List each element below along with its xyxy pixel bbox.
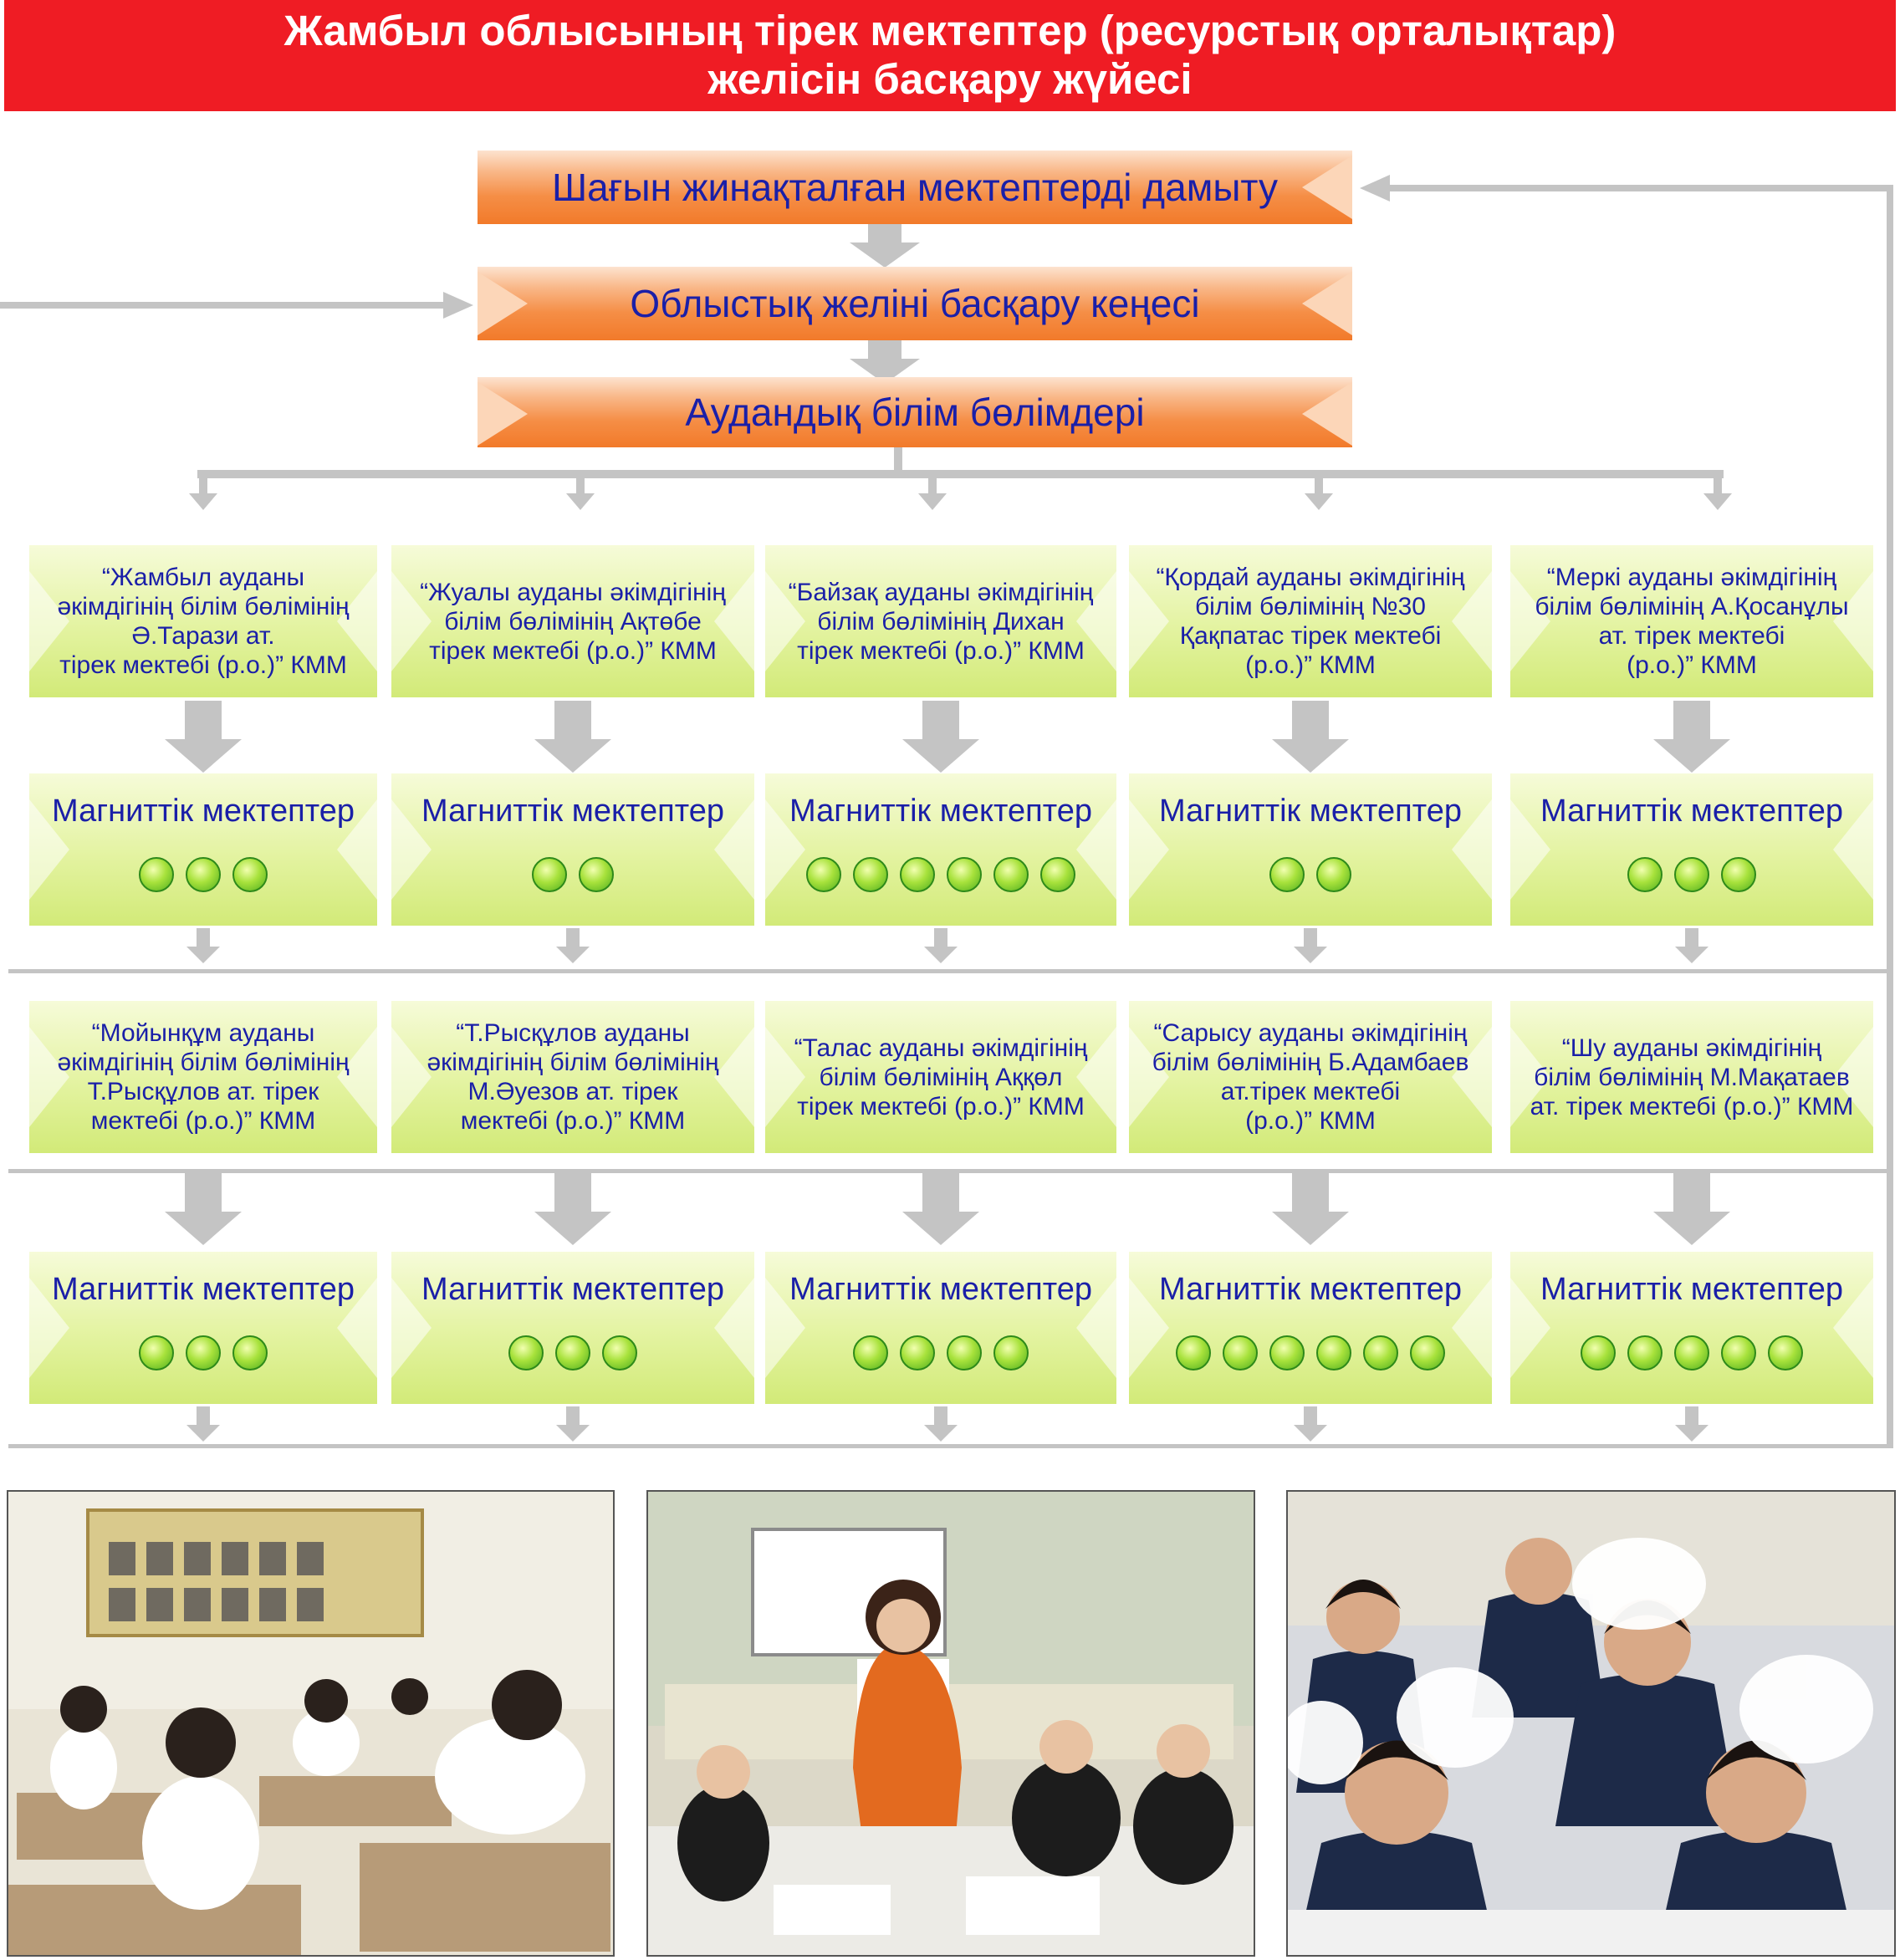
school-name — [794, 1034, 1088, 1121]
school-box-1-3 — [765, 545, 1116, 697]
magnet-label: Магниттік мектептер — [789, 794, 1092, 829]
arrow-magnet-down — [556, 928, 590, 963]
school-name-line: тірек мектебі (р.о.)” КММ — [797, 636, 1085, 665]
arrow-school-to-magnet — [902, 1173, 979, 1245]
school-name — [1530, 1034, 1854, 1121]
school-name-line: білім бөлімінің Аққөл — [819, 1063, 1063, 1091]
magnet-school-dot — [853, 857, 888, 892]
arrow-school-to-magnet — [1272, 1173, 1349, 1245]
magnet-school-dot — [1316, 857, 1351, 892]
school-name-line: білім бөлімінің №30 — [1195, 593, 1426, 620]
arrow-magnet-down — [186, 928, 220, 963]
level-box-3 — [478, 377, 1352, 447]
magnet-school-dot — [1721, 857, 1756, 892]
left-feedback-arrowhead — [443, 292, 473, 319]
young-pupils-photo — [1286, 1490, 1896, 1957]
school-name-line: М.Әуезов ат. тірек — [467, 1078, 678, 1105]
school-box-2-2 — [391, 1001, 754, 1153]
magnet-school-dot — [1269, 857, 1305, 892]
school-name-line: мектебі (р.о.)” КММ — [460, 1107, 686, 1135]
magnet-label: Магниттік мектептер — [1159, 794, 1462, 829]
magnet-school-dot — [532, 857, 567, 892]
magnet-box-1-5 — [1510, 773, 1873, 926]
teacher-with-pupils-photo — [646, 1490, 1255, 1957]
branch-arrow-3 — [918, 474, 947, 510]
magnet-school-dot — [1363, 1335, 1398, 1370]
school-name-line: тірек мектебі (р.о.)” КММ — [797, 1092, 1085, 1120]
right-feedback-arrowhead — [1360, 175, 1390, 202]
level-box-1 — [478, 151, 1352, 224]
magnet-dots — [29, 857, 377, 892]
magnet-school-dot — [1674, 1335, 1709, 1370]
school-box-1-2 — [391, 545, 754, 697]
school-name-line: білім бөлімінің М.Мақатаев — [1534, 1063, 1850, 1091]
magnet-school-dot — [806, 857, 841, 892]
arrow-magnet-down — [556, 1406, 590, 1442]
arrow-magnet-down — [924, 1406, 958, 1442]
level-2-label: Облыстық желіні басқару кеңесі — [630, 282, 1200, 325]
magnet-school-dot — [555, 1335, 590, 1370]
school-name-line: әкімдігінің білім бөлімінің — [57, 593, 350, 620]
arrow-school-to-magnet — [1272, 701, 1349, 773]
school-name-line: “Шу ауданы әкімдігінің — [1561, 1034, 1822, 1062]
branch-arrow-5 — [1703, 474, 1732, 510]
school-name-line: “Меркі ауданы әкімдігінің — [1546, 564, 1837, 591]
school-name-line: “Талас ауданы әкімдігінің — [794, 1034, 1088, 1062]
arrow-school-to-magnet — [534, 701, 611, 773]
school-name-line: “Т.Рысқұлов ауданы — [456, 1019, 690, 1047]
magnet-dots — [391, 857, 754, 892]
magnet-school-dot — [1176, 1335, 1211, 1370]
magnet-box-2-4 — [1129, 1252, 1492, 1404]
magnet-box-1-1 — [29, 773, 377, 926]
right-feedback-horizontal — [1388, 185, 1893, 191]
school-name-line: “Сарысу ауданы әкімдігінің — [1153, 1019, 1468, 1047]
magnet-label: Магниттік мектептер — [789, 1272, 1092, 1307]
school-name-line: білім бөлімінің А.Қосанұлы — [1535, 593, 1849, 620]
magnet-school-dot — [993, 1335, 1029, 1370]
magnet-dots — [1510, 1335, 1873, 1370]
magnet-box-1-3 — [765, 773, 1116, 926]
right-feedback-vertical — [1887, 185, 1893, 1448]
branch-arrow-1 — [189, 474, 217, 510]
school-name — [426, 1018, 718, 1136]
level-1-label: Шағын жинақталған мектептерді дамыту — [552, 166, 1278, 209]
magnet-school-dot — [1410, 1335, 1445, 1370]
school-box-2-1 — [29, 1001, 377, 1153]
school-name — [1156, 563, 1464, 680]
school-name — [1152, 1018, 1469, 1136]
magnet-box-2-2 — [391, 1252, 754, 1404]
school-name-line: “Мойынқұм ауданы — [91, 1019, 315, 1047]
school-name-line: ат. тірек мектебі (р.о.)” КММ — [1530, 1092, 1854, 1120]
magnet-box-2-5 — [1510, 1252, 1873, 1404]
arrow-school-to-magnet — [902, 701, 979, 773]
magnet-school-dot — [1674, 857, 1709, 892]
school-box-2-5 — [1510, 1001, 1873, 1153]
school-name-line: мектебі (р.о.)” КММ — [90, 1107, 316, 1135]
magnet-school-dot — [1627, 1335, 1662, 1370]
school-name-line: (р.о.)” КММ — [1245, 1107, 1376, 1135]
distribution-bar — [197, 470, 1724, 478]
magnet-school-dot — [602, 1335, 637, 1370]
magnet-school-dot — [1223, 1335, 1258, 1370]
school-name — [57, 563, 349, 680]
magnet-dots — [765, 857, 1116, 892]
school-name — [1535, 563, 1848, 680]
magnet-school-dot — [139, 1335, 174, 1370]
magnet-school-dot — [1316, 1335, 1351, 1370]
magnet-label: Магниттік мектептер — [421, 1272, 724, 1307]
magnet-school-dot — [853, 1335, 888, 1370]
magnet-school-dot — [232, 1335, 268, 1370]
magnet-dots — [765, 1335, 1116, 1370]
school-name-line: білім бөлімінің Б.Адамбаев — [1152, 1049, 1469, 1076]
magnet-school-dot — [947, 1335, 982, 1370]
school-name-line: ат. тірек мектебі — [1598, 622, 1785, 650]
school-name-line: “Байзақ ауданы әкімдігінің — [788, 578, 1094, 606]
magnet-school-dot — [232, 857, 268, 892]
magnet-box-1-4 — [1129, 773, 1492, 926]
magnet-school-dot — [1768, 1335, 1803, 1370]
separator-line-1 — [8, 969, 1893, 973]
school-name-line: әкімдігінің білім бөлімінің — [57, 1049, 350, 1076]
school-name-line: білім бөлімінің Ақтөбе — [444, 607, 702, 635]
school-name-line: тірек мектебі (р.о.)” КММ — [429, 636, 717, 665]
school-name-line: “Жуалы ауданы әкімдігінің — [420, 578, 726, 606]
magnet-box-2-1 — [29, 1252, 377, 1404]
arrow-school-to-magnet — [1653, 701, 1730, 773]
magnet-school-dot — [508, 1335, 544, 1370]
magnet-school-dot — [993, 857, 1029, 892]
level-box-2 — [478, 267, 1352, 340]
separator-line-3 — [8, 1444, 1893, 1448]
left-feedback-line — [0, 302, 443, 309]
school-name-line: (р.о.)” КММ — [1627, 651, 1757, 679]
magnet-school-dot — [139, 857, 174, 892]
school-box-2-3 — [765, 1001, 1116, 1153]
level-3-label: Аудандық білім бөлімдері — [685, 390, 1145, 434]
arrow-school-to-magnet — [165, 701, 242, 773]
school-name-line: тірек мектебі (р.о.)” КММ — [59, 651, 347, 679]
magnet-school-dot — [947, 857, 982, 892]
magnet-dots — [1129, 1335, 1492, 1370]
school-name-line: білім бөлімінің Дихан — [817, 607, 1065, 635]
school-name-line: Ә.Тарази ат. — [131, 622, 275, 650]
school-name-line: әкімдігінің білім бөлімінің — [426, 1049, 719, 1076]
magnet-label: Магниттік мектептер — [52, 794, 355, 829]
arrow-magnet-down — [924, 928, 958, 963]
school-box-2-4 — [1129, 1001, 1492, 1153]
magnet-label: Магниттік мектептер — [52, 1272, 355, 1307]
school-name — [57, 1018, 349, 1136]
magnet-dots — [29, 1335, 377, 1370]
school-box-1-4 — [1129, 545, 1492, 697]
magnet-school-dot — [186, 1335, 221, 1370]
magnet-school-dot — [1721, 1335, 1756, 1370]
magnet-school-dot — [1581, 1335, 1616, 1370]
school-name-line: ат.тірек мектебі — [1220, 1078, 1401, 1105]
magnet-dots — [1510, 857, 1873, 892]
magnet-label: Магниттік мектептер — [421, 794, 724, 829]
magnet-school-dot — [900, 857, 935, 892]
arrow-school-to-magnet — [534, 1173, 611, 1245]
magnet-label: Магниттік мектептер — [1540, 794, 1843, 829]
arrow-magnet-down — [1294, 1406, 1327, 1442]
separator-line-2 — [8, 1169, 1893, 1173]
title-line-2: желісін басқару жүйесі — [707, 55, 1193, 103]
magnet-school-dot — [1627, 857, 1662, 892]
arrow-magnet-down — [186, 1406, 220, 1442]
school-box-1-1 — [29, 545, 377, 697]
magnet-school-dot — [1040, 857, 1075, 892]
magnet-dots — [1129, 857, 1492, 892]
branch-arrow-2 — [566, 474, 595, 510]
arrow-school-to-magnet — [1653, 1173, 1730, 1245]
school-name-line: “Қордай ауданы әкімдігінің — [1156, 564, 1465, 591]
classroom-exam-photo — [7, 1490, 615, 1957]
school-name-line: (р.о.)” КММ — [1245, 651, 1376, 679]
arrow-school-to-magnet — [165, 1173, 242, 1245]
arrow-magnet-down — [1675, 928, 1708, 963]
school-name — [420, 578, 726, 666]
arrow-level-1-2 — [850, 224, 920, 268]
magnet-label: Магниттік мектептер — [1159, 1272, 1462, 1307]
magnet-school-dot — [1269, 1335, 1305, 1370]
school-box-1-5 — [1510, 545, 1873, 697]
branch-arrow-4 — [1305, 474, 1333, 510]
title-line-1: Жамбыл облысының тірек мектептер (ресурстық орталықтар) — [283, 7, 1617, 54]
arrow-magnet-down — [1294, 928, 1327, 963]
school-name-line: Қақпатас тірек мектебі — [1179, 622, 1442, 650]
magnet-dots — [391, 1335, 754, 1370]
magnet-school-dot — [900, 1335, 935, 1370]
magnet-box-2-3 — [765, 1252, 1116, 1404]
magnet-school-dot — [186, 857, 221, 892]
school-name-line: “Жамбыл ауданы — [101, 564, 305, 591]
school-name — [789, 578, 1094, 666]
school-name-line: Т.Рысқұлов ат. тірек — [87, 1078, 319, 1105]
arrow-magnet-down — [1675, 1406, 1708, 1442]
magnet-box-1-2 — [391, 773, 754, 926]
magnet-label: Магниттік мектептер — [1540, 1272, 1843, 1307]
magnet-school-dot — [579, 857, 614, 892]
